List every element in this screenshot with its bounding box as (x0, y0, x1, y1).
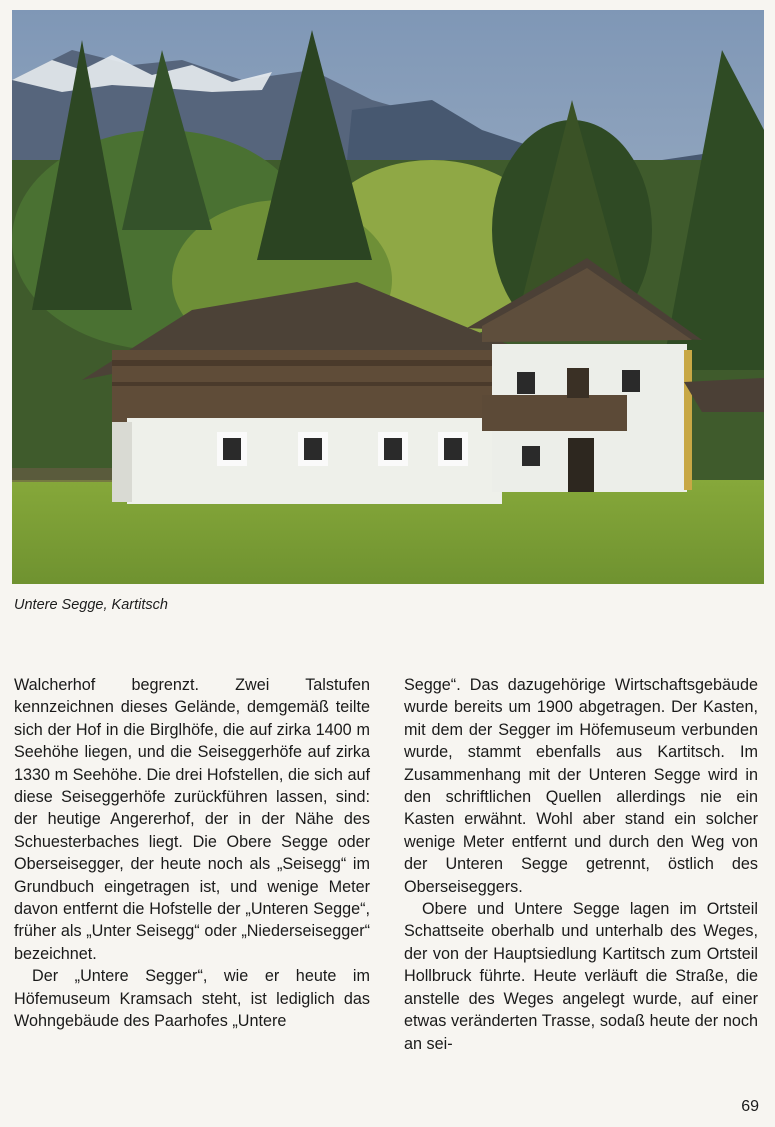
figure-caption: Untere Segge, Kartitsch (14, 597, 168, 613)
text-column-left (14, 674, 370, 1033)
paragraph: Segge“. Das dazugehörige Wirtschaftsgebäude wurde bereits um 1900 abgetragen. Der Kasten, mit dem der Segger im Höfemuseum verbunden wurde, stammt ebenfalls aus Kartitsch. Im Zusammenhang mit der Unteren Segge wird in den schriftlichen Quellen allerdings nie ein Kasten erwähnt. Wohl aber stand ein solcher wenige Meter entfernt und durch den Weg von der Unteren Segge getrennt, östlich des Oberseiseggers. (404, 676, 758, 896)
paragraph: Obere und Untere Segge lagen im Ortsteil Schattseite oberhalb und unterhalb des Weges, der von der Hauptsiedlung Kartitsch zum Ortsteil Hollbruck führte. Heute verläuft die Straße, die anstelle des Weges angelegt wurde, auf einer etwas veränderten Trasse, sodaß heute der noch an sei- (404, 900, 758, 1053)
photo-untere-segge (12, 10, 764, 584)
paragraph: Der „Untere Segger“, wie er heute im Höfemuseum Kramsach steht, ist lediglich das Wohngebäude des Paarhofes „Untere (14, 967, 370, 1031)
bleed-through-text (340, 586, 760, 666)
paragraph: Walcherhof begrenzt. Zwei Talstufen kennzeichnen dieses Gelände, demgemäß teilte sich der Hof in die Birglhöfe, die auf zirka 1400 m Seehöhe liegen, und die Seiseggerhöfe auf zirka 1330 m Seehöhe. Die drei Hofstellen, die sich auf diese Seiseggerhöfe zurückführen lassen, sind: der heutige Angererhof, der in der Nähe des Schuesterbaches liegt. Die Obere Segge oder Oberseisegger, der heute noch als „Seisegg“ im Grundbuch eingetragen ist, und wenige Meter davon entfernt die Hofstelle der „Unteren Segge“, früher als „Unter Seisegg“ oder „Niederseisegger“ bezeichnet. (14, 676, 370, 963)
page-number: 69 (741, 1098, 759, 1115)
text-column-right (404, 674, 758, 1055)
farmhouse-illustration (12, 10, 764, 584)
